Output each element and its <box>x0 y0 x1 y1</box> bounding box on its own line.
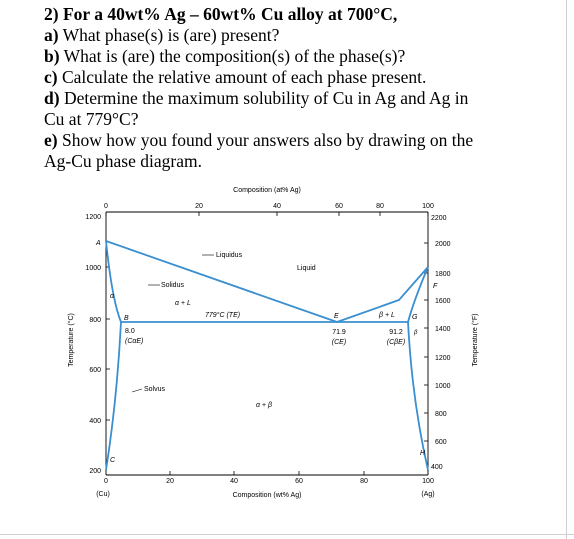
top-axis-title: Composition (at% Ag) <box>233 187 301 194</box>
bottom-tick-label: 40 <box>230 478 238 485</box>
c-beta-e-symbol: (CβE) <box>386 339 406 346</box>
solidus-line-alpha <box>106 241 121 322</box>
right-tick-label: 1600 <box>435 298 451 305</box>
top-tick-labels <box>104 203 434 210</box>
point-h-label: H <box>420 450 426 457</box>
right-tick-label: 1400 <box>435 326 451 333</box>
question-d-text-2: Cu at 779°C? <box>44 109 139 129</box>
alpha-plus-beta-label: α + β <box>256 402 272 409</box>
question-b-text: What is (are) the composition(s) of the phase(s)? <box>59 46 406 66</box>
question-d-label: d) <box>44 88 60 108</box>
region-labels <box>110 252 418 409</box>
liquidus-line <box>106 241 428 322</box>
beta-plus-liquid-label: β + L <box>379 312 395 319</box>
bottom-tick-label: 80 <box>360 478 368 485</box>
top-tick-label: 100 <box>422 203 434 210</box>
bottom-tick-label: 60 <box>295 478 303 485</box>
question-e-text: Show how you found your answers also by drawing on the <box>57 130 474 150</box>
bottom-tick-label: 20 <box>166 478 174 485</box>
left-tick-label: 1200 <box>85 214 101 221</box>
left-tick-label: 600 <box>89 367 101 374</box>
right-axis-title: Temperature (°F) <box>472 313 479 367</box>
solidus-label: Solidus <box>161 282 184 289</box>
question-d-text: Determine the maximum solubility of Cu in Ag and Ag in <box>59 88 469 108</box>
point-labels <box>95 240 438 464</box>
left-tick-label: 800 <box>89 317 101 324</box>
leader-lines <box>132 255 214 392</box>
bottom-axis-title: Composition (wt% Ag) <box>232 492 302 499</box>
cu-end-label: (Cu) <box>96 491 110 498</box>
question-a-text: What phase(s) is (are) present? <box>58 25 280 45</box>
liquid-region-label: Liquid <box>297 265 316 272</box>
solvus-leader <box>132 389 142 392</box>
right-tick-label: 800 <box>435 411 447 418</box>
question-e-label: e) <box>44 130 58 150</box>
c-alpha-e-value: 8.0 <box>125 328 135 335</box>
solvus-line-beta <box>408 322 428 470</box>
point-b-label: B <box>124 315 129 322</box>
solvus-label: Solvus <box>144 386 166 393</box>
bottom-tick-label: 0 <box>104 478 108 485</box>
top-tick-label: 60 <box>335 203 343 210</box>
c-e-value: 71.9 <box>332 329 346 336</box>
beta-region-label: β <box>414 330 418 336</box>
c-alpha-e-symbol: (CαE) <box>125 338 144 345</box>
left-axis-title: Temperature (°C) <box>68 313 75 367</box>
left-tick-label: 1000 <box>85 265 101 272</box>
top-tick-label: 80 <box>376 203 384 210</box>
question-e-text-2: Ag-Cu phase diagram. <box>44 151 202 171</box>
right-tick-labels <box>431 215 451 471</box>
tick-marks <box>106 212 428 475</box>
eutectic-compositions <box>125 328 405 346</box>
right-tick-label: 2200 <box>431 215 447 222</box>
alpha-plus-liquid-label: α + L <box>175 300 191 307</box>
phase-boundaries <box>106 241 428 470</box>
bottom-tick-labels <box>104 478 434 485</box>
bottom-tick-label: 100 <box>422 478 434 485</box>
left-tick-label: 400 <box>89 418 101 425</box>
question-c-label: c) <box>44 67 58 87</box>
right-edge-divider <box>566 0 567 539</box>
question-intro-text: 2) For a 40wt% Ag – 60wt% Cu alloy at 700°C, <box>44 4 398 24</box>
alpha-region-label: α <box>110 293 114 300</box>
question-a-label: a) <box>44 25 59 45</box>
left-tick-label: 200 <box>89 468 101 475</box>
eutectic-temperature-label: 779°C (TE) <box>205 312 241 319</box>
c-beta-e-value: 91.2 <box>389 329 403 336</box>
point-g-label: G <box>412 314 418 321</box>
ag-end-label: (Ag) <box>421 491 435 498</box>
right-tick-label: 1000 <box>435 383 451 390</box>
right-tick-label: 400 <box>431 464 443 471</box>
point-f-label: F <box>433 283 438 290</box>
solidus-line-beta <box>408 267 428 322</box>
right-tick-label: 1200 <box>435 355 451 362</box>
right-tick-label: 2000 <box>435 241 451 248</box>
bottom-edge-divider <box>0 534 574 535</box>
left-tick-labels <box>85 214 101 475</box>
right-tick-label: 1800 <box>435 271 451 278</box>
top-tick-label: 0 <box>104 203 108 210</box>
axis-frame <box>106 212 428 475</box>
question-b-label: b) <box>44 46 60 66</box>
point-e-label: E <box>334 313 339 320</box>
point-c-label: C <box>110 457 116 464</box>
solvus-line-alpha <box>106 322 121 470</box>
point-a-label: A <box>96 240 101 247</box>
top-tick-label: 20 <box>195 203 203 210</box>
question-c-text: Calculate the relative amount of each phase present. <box>57 67 427 87</box>
c-e-symbol: (CE) <box>331 339 347 346</box>
liquidus-label: Liquidus <box>216 252 243 259</box>
top-tick-label: 40 <box>273 203 281 210</box>
right-tick-label: 600 <box>435 439 447 446</box>
